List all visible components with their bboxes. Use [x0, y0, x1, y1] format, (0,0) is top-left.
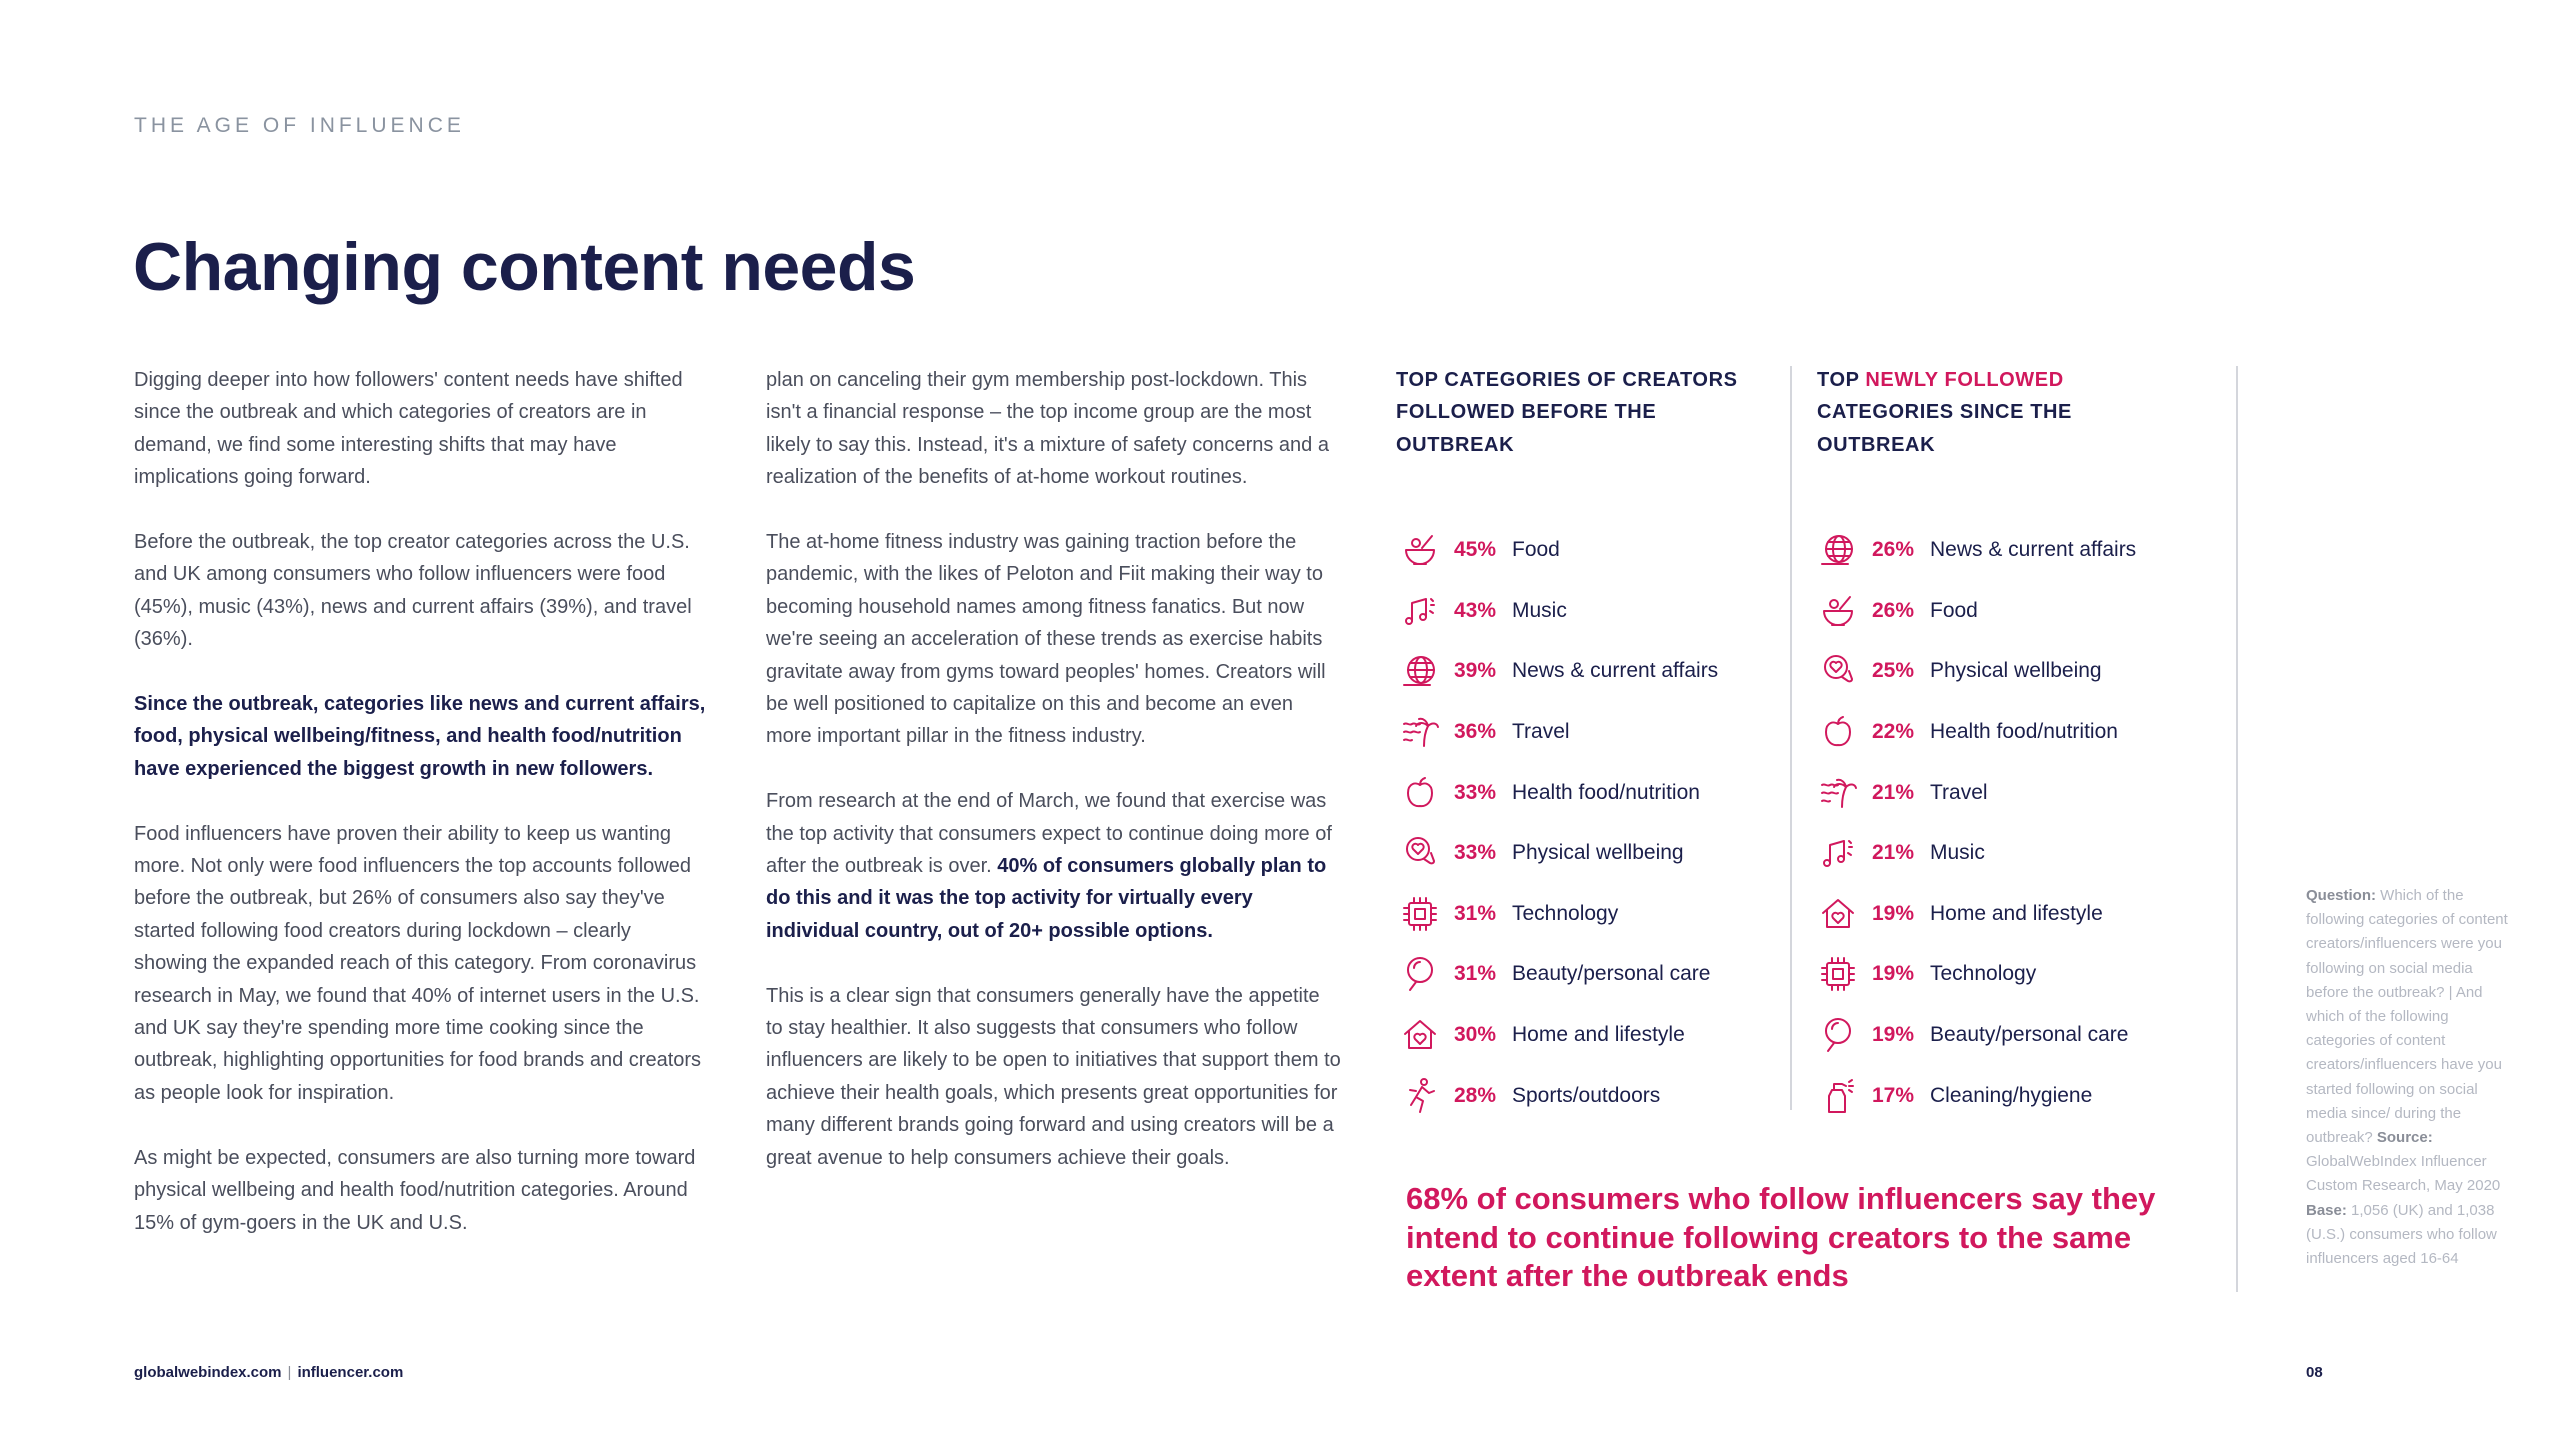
globe-icon	[1400, 651, 1440, 691]
globe-icon	[1818, 530, 1858, 570]
category-label: Food	[1930, 598, 1978, 622]
category-percentage: 31%	[1454, 962, 1497, 986]
category-percentage: 21%	[1872, 780, 1915, 804]
question-text: Which of the following categories of content creators/influencers were you following on social media before the outbreak? | And which of the following categories of content creators/influencers have you started following on social media since/ during the outbreak?	[2306, 887, 2508, 1147]
paragraph: plan on canceling their gym membership post-lockdown. This isn't a financial response – the top income group are the most likely to say this. Instead, it's a mixture of safety concerns and a realization of the benefits of at-home workout routines.	[766, 369, 1329, 489]
category-item	[1400, 581, 1718, 642]
apple-icon	[1818, 712, 1858, 752]
category-item	[1400, 1065, 1718, 1126]
body-column-1	[134, 364, 709, 1239]
newly-followed-list	[1818, 520, 2136, 1126]
category-label: Technology	[1512, 901, 1619, 925]
category-label: Health food/nutrition	[1512, 780, 1700, 804]
column-divider	[1790, 366, 1792, 1110]
chip-icon	[1400, 894, 1440, 934]
music-notes-icon	[1400, 591, 1440, 631]
category-percentage: 31%	[1454, 901, 1497, 925]
category-label: Home and lifestyle	[1512, 1023, 1685, 1047]
paragraph: As might be expected, consumers are also turning more toward physical wellbeing and health food/nutrition categories. Around 15% of gym-goers in the UK and U.S.	[134, 1146, 696, 1234]
category-percentage: 25%	[1872, 659, 1915, 683]
category-percentage: 33%	[1454, 780, 1497, 804]
category-label: Health food/nutrition	[1930, 720, 2118, 744]
footer-links	[134, 1364, 403, 1381]
category-percentage: 22%	[1872, 720, 1915, 744]
heading-accent: NEWLY FOLLOWED	[1865, 369, 2064, 391]
section-eyebrow: THE AGE OF INFLUENCE	[134, 114, 465, 137]
paragraph: The at-home fitness industry was gaining traction before the pandemic, with the likes of Peloton and Fiit making their way to becoming household names among fitness fanatics. But now we're seeing an acceleration of these trends as exercise habits gravitate away from gyms toward peoples' homes. Creators will be well positioned to capitalize on this and become an even more important pillar in the fitness industry.	[766, 531, 1326, 748]
spray-bottle-icon	[1818, 1076, 1858, 1116]
category-item	[1400, 823, 1718, 884]
category-percentage: 17%	[1872, 1083, 1915, 1107]
footer-link-globalwebindex[interactable]: globalwebindex.com	[134, 1364, 282, 1381]
paragraph: Food influencers have proven their ability to keep us wanting more. Not only were food influencers the top accounts followed before the outbreak, but 26% of consumers also say they've started following food creators during lockdown – clearly showing the expanded reach of this category. From coronavirus research in May, we found that 40% of internet users in the U.S. and UK say they're spending more time cooking since the outbreak, highlighting opportunities for food brands and creators as people look for inspiration.	[134, 822, 702, 1104]
food-bowl-icon	[1400, 530, 1440, 570]
page-number: 08	[2306, 1364, 2323, 1381]
paragraph: This is a clear sign that consumers generally have the appetite to stay healthier. It also suggests that consumers who follow influencers are likely to be open to initiatives that support them to achieve their health goals, which presents great opportunities for many different brands going forward and using creators will be a great avenue to help consumers achieve their goals.	[766, 984, 1341, 1169]
newly-followed-heading	[1817, 364, 2117, 461]
runner-icon	[1400, 1076, 1440, 1116]
category-item	[1400, 944, 1718, 1005]
paragraph: Digging deeper into how followers' content needs have shifted since the outbreak and which categories of creators are in demand, we find some interesting shifts that may have implications going forward.	[134, 369, 683, 489]
category-item	[1400, 762, 1718, 823]
mirror-icon	[1818, 1015, 1858, 1055]
category-percentage: 33%	[1454, 841, 1497, 865]
category-item	[1400, 1005, 1718, 1066]
category-label: Beauty/personal care	[1512, 962, 1711, 986]
category-label: Beauty/personal care	[1930, 1023, 2129, 1047]
highlight-text: 40% of consumers globally plan to do this and it was the top activity for virtually every individual country, out of 20+ possible options.	[766, 855, 1327, 942]
category-item	[1818, 520, 2136, 581]
category-label: Music	[1512, 598, 1567, 622]
category-label: News & current affairs	[1930, 538, 2137, 562]
category-percentage: 30%	[1454, 1023, 1497, 1047]
category-label: Music	[1930, 841, 1985, 865]
category-percentage: 21%	[1872, 841, 1915, 865]
paragraph	[766, 785, 1341, 947]
methodology-note	[2306, 884, 2516, 1271]
category-item	[1818, 944, 2136, 1005]
category-label: Sports/outdoors	[1512, 1083, 1661, 1107]
category-percentage: 19%	[1872, 962, 1915, 986]
source-text: GlobalWebIndex Influencer Custom Research, May 2020	[2306, 1153, 2501, 1195]
base-text: 1,056 (UK) and 1,038 (U.S.) consumers who follow influencers aged 16-64	[2306, 1201, 2497, 1268]
category-label: Physical wellbeing	[1512, 841, 1684, 865]
category-item	[1818, 884, 2136, 945]
paragraph-text: From research at the end of March, we found that exercise was the top activity that consumers expect to continue doing more of after the outbreak is over.	[766, 790, 1332, 878]
before-outbreak-heading: TOP CATEGORIES OF CREATORS FOLLOWED BEFORE THE OUTBREAK	[1396, 369, 1738, 456]
category-percentage: 26%	[1872, 538, 1915, 562]
column-divider	[2236, 366, 2238, 1292]
category-percentage: 19%	[1872, 1023, 1915, 1047]
home-heart-icon	[1818, 894, 1858, 934]
key-stat-callout: 68% of consumers who follow influencers say they intend to continue following creators to the same extent after the outbreak ends	[1406, 1181, 2156, 1293]
category-label: Travel	[1512, 720, 1570, 744]
category-percentage: 36%	[1454, 720, 1497, 744]
before-outbreak-list	[1400, 520, 1718, 1126]
footer-link-influencer[interactable]: influencer.com	[297, 1364, 404, 1381]
heading-suffix: CATEGORIES SINCE THE OUTBREAK	[1817, 401, 2072, 456]
palm-beach-icon	[1818, 773, 1858, 813]
body-column-2	[766, 364, 1341, 1174]
home-heart-icon	[1400, 1015, 1440, 1055]
category-item	[1400, 884, 1718, 945]
music-notes-icon	[1818, 833, 1858, 873]
category-item	[1400, 702, 1718, 763]
chip-icon	[1818, 954, 1858, 994]
category-percentage: 39%	[1454, 659, 1497, 683]
base-label: Base:	[2306, 1201, 2347, 1219]
category-percentage: 19%	[1872, 901, 1915, 925]
page-title: Changing content needs	[133, 229, 916, 305]
footer-separator: |	[287, 1364, 292, 1381]
heart-hand-icon	[1818, 651, 1858, 691]
highlight-paragraph: Since the outbreak, categories like news and current affairs, food, physical wellbeing/fitness, and health food/nutrition have experienced the biggest growth in new followers.	[134, 693, 706, 780]
apple-icon	[1400, 773, 1440, 813]
category-item	[1400, 641, 1718, 702]
category-item	[1818, 641, 2136, 702]
category-label: Home and lifestyle	[1930, 901, 2103, 925]
category-percentage: 26%	[1872, 598, 1915, 622]
category-item	[1818, 1005, 2136, 1066]
category-percentage: 43%	[1454, 598, 1497, 622]
category-item	[1818, 762, 2136, 823]
category-label: Food	[1512, 538, 1560, 562]
palm-beach-icon	[1400, 712, 1440, 752]
category-label: Technology	[1930, 962, 2037, 986]
source-label: Source:	[2376, 1129, 2433, 1147]
paragraph: Before the outbreak, the top creator categories across the U.S. and UK among consumers who follow influencers were food (45%), music (43%), news and current affairs (39%), and travel (36%).	[134, 531, 692, 651]
heading-prefix: TOP	[1817, 369, 1866, 391]
category-percentage: 28%	[1454, 1083, 1497, 1107]
category-label: Physical wellbeing	[1930, 659, 2102, 683]
question-label: Question:	[2306, 887, 2376, 904]
category-label: Cleaning/hygiene	[1930, 1083, 2093, 1107]
category-item	[1818, 702, 2136, 763]
mirror-icon	[1400, 954, 1440, 994]
category-item	[1818, 581, 2136, 642]
category-item	[1818, 823, 2136, 884]
heart-hand-icon	[1400, 833, 1440, 873]
category-label: News & current affairs	[1512, 659, 1719, 683]
category-item	[1400, 520, 1718, 581]
food-bowl-icon	[1818, 591, 1858, 631]
category-percentage: 45%	[1454, 538, 1497, 562]
category-label: Travel	[1930, 780, 1988, 804]
category-item	[1818, 1065, 2136, 1126]
